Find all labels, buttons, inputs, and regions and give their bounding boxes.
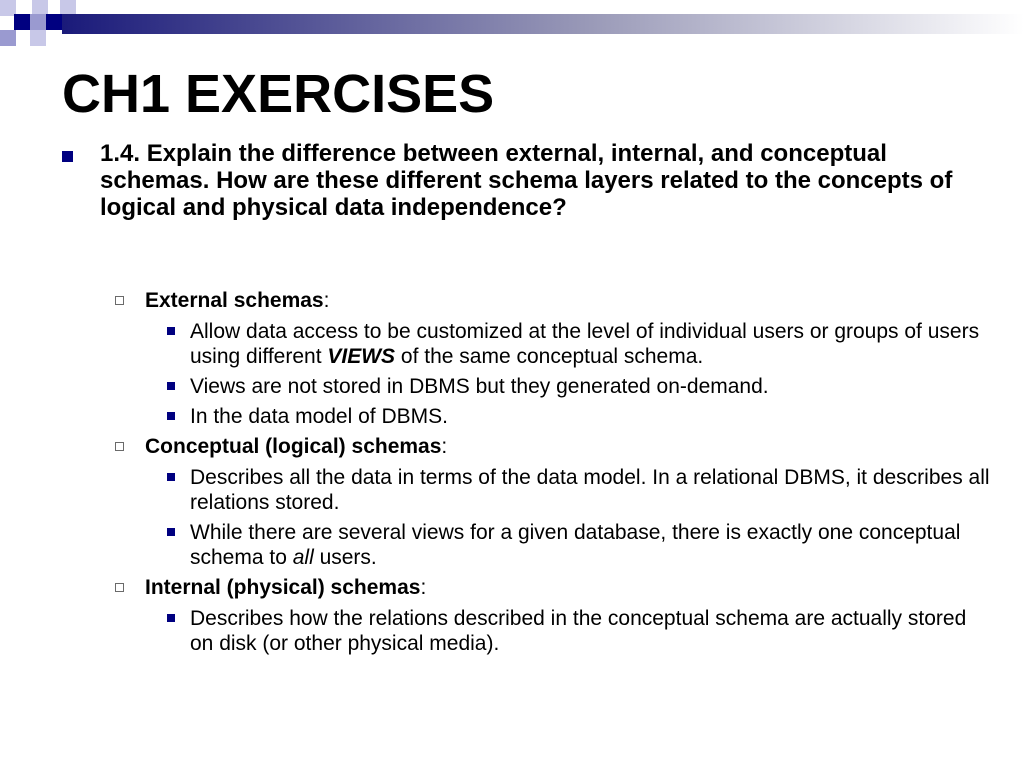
item-text: While there are several views for a given database, there is exactly one conceptual schema to [190, 521, 961, 569]
item-text: In the data model of DBMS. [190, 405, 448, 428]
square-bullet-icon [167, 412, 175, 420]
section-internal-schemas [113, 575, 993, 656]
square-bullet-icon [167, 382, 175, 390]
header-decoration-graphic [0, 0, 1024, 50]
question-block [62, 140, 962, 221]
hollow-square-bullet-icon [115, 583, 124, 592]
section-heading-label: Conceptual (logical) schemas [145, 435, 442, 458]
header-decoration [0, 0, 1024, 50]
section-heading-label: Internal (physical) schemas [145, 576, 421, 599]
item-text: Describes how the relations described in the conceptual schema are actually stored on disk (or other physical media). [190, 607, 967, 655]
item-text-tail: users. [313, 546, 377, 569]
list-item [113, 319, 993, 369]
section-external-schemas [113, 288, 993, 429]
heading-colon: : [323, 289, 330, 312]
square-bullet-icon [167, 473, 175, 481]
list-item [113, 520, 993, 570]
square-bullet-icon [167, 528, 175, 536]
section-conceptual-schemas [113, 434, 993, 570]
list-item [113, 374, 993, 399]
section-heading [113, 434, 993, 460]
slide-title: CH1 EXERCISES [62, 64, 495, 124]
item-emphasis: VIEWS [327, 345, 396, 368]
square-bullet-icon [62, 151, 73, 162]
section-heading [113, 575, 993, 601]
section-heading [113, 288, 993, 314]
item-text: Views are not stored in DBMS but they generated on-demand. [190, 375, 769, 398]
list-item [113, 465, 993, 515]
list-item [113, 404, 993, 429]
hollow-square-bullet-icon [115, 296, 124, 305]
heading-colon: : [420, 576, 427, 599]
heading-colon: : [441, 435, 448, 458]
hollow-square-bullet-icon [115, 442, 124, 451]
square-bullet-icon [167, 327, 175, 335]
item-text: Allow data access to be customized at the level of individual users or groups of users using different [190, 320, 980, 368]
question-text: 1.4. Explain the difference between external, internal, and conceptual schemas. How are these different schema layers related to the concepts of logical and physical data independence? [100, 140, 953, 221]
answer-sections [113, 288, 993, 656]
list-item [113, 606, 993, 656]
item-text: Describes all the data in terms of the data model. In a relational DBMS, it describes all relations stored. [190, 466, 990, 514]
square-bullet-icon [167, 614, 175, 622]
section-heading-label: External schemas [145, 289, 324, 312]
item-text-tail: of the same conceptual schema. [395, 345, 704, 368]
item-emphasis: all [292, 546, 314, 569]
